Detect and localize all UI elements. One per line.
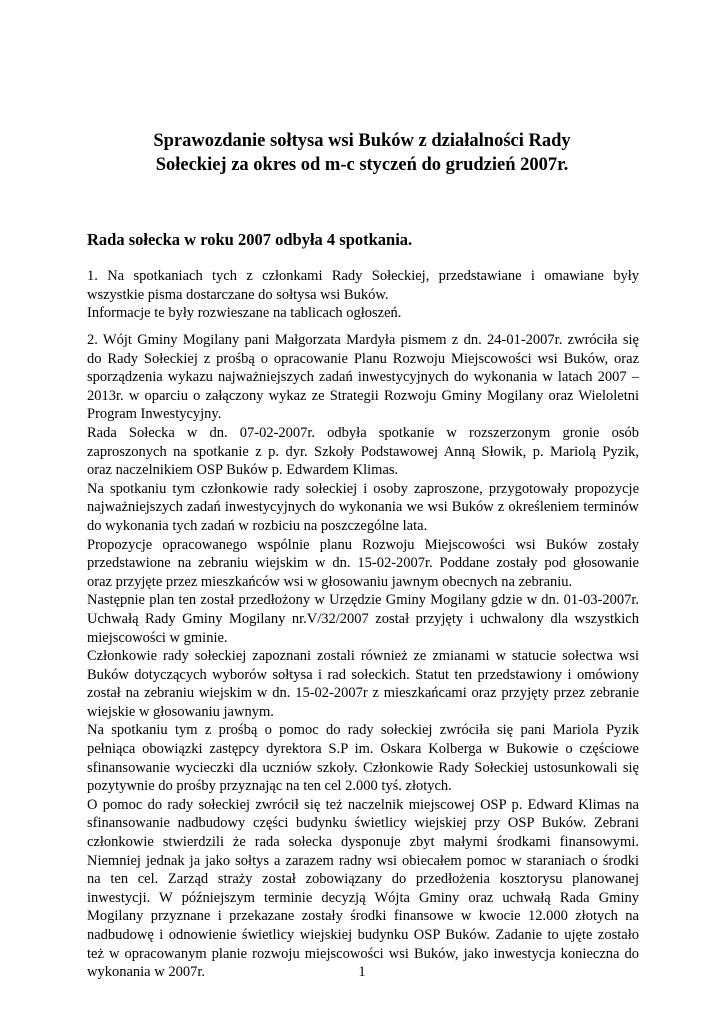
text-line: przedstawione na zebraniu wiejskim w dn. 15-02-2007r. Poddane zostały pod głosowanie (87, 555, 639, 572)
text-line: Uchwałą Rady Gminy Mogilany nr.V/32/2007 został przyjęty i uchwalony dla wszystkich (87, 610, 639, 627)
text-line: sfinansowanie wycieczki dla uczniów szkoły. Członkowie Rady Sołeckiej ustosunkowali się (87, 759, 639, 776)
text-line: Na spotkaniu tym członkowie rady sołeckiej i osoby zaproszone, przygotowały propozycje (87, 480, 639, 497)
text-line: pozytywnie do prośby przyznając na ten cel 2.000 tyś. złotych. (87, 778, 452, 795)
text-line: do Rady Sołeckiej z prośbą o opracowanie Planu Rozwoju Miejscowości wsi Buków, oraz (87, 350, 639, 367)
text-line: miejscowości w gminie. (87, 629, 228, 646)
text-line: na ten cel. Zarząd straży został zobowiązany do przedłożenia kosztorysu planowanej (87, 871, 639, 888)
text-line: najważniejszych zadań inwestycyjnych do wykonania we wsi Buków z określeniem terminów (87, 499, 639, 516)
text-line: Buków dotyczących wyborów sołtysa i rad sołeckich. Statut ten przedstawiony i omówiony (87, 666, 639, 683)
text-line: nadbudowę i odnowienie świetlicy wiejskiej budynku OSP Buków. Zadanie to ujęte zostało (87, 927, 639, 943)
text-line: wykonania w 2007r. (87, 964, 205, 981)
text-line: zaproszonych na spotkanie z p. dyr. Szkoły Podstawowej Anną Słowik, p. Mariolą Pyzik, (87, 443, 639, 460)
text-line: pełniąca obowiązki zastępcy dyrektora S.P im. Oskara Kolberga w Bukowie o częściowe (87, 741, 639, 758)
text-line: Mogilany przyznane i przekazane zostały środki finansowe w kwocie 12.000 złotych na (87, 908, 639, 925)
text-line: został na zebraniu wiejskim w dn. 15-02-2007r z mieszkańcami oraz przyjęty przez zebranie (87, 685, 639, 702)
text-line: 2013r. w oparciu o załączony wykaz ze Strategii Rozwoju Gminy Mogilany oraz Wieloletni (87, 387, 639, 404)
text-line: wszystkie pisma dostarczane do sołtysa wsi Buków. (87, 286, 389, 303)
text-line: Członkowie rady sołeckiej zapoznani zostali również ze zmianami w statucie sołectwa wsi (87, 648, 639, 665)
text-line: Informacje te były rozwieszane na tablicach ogłoszeń. (87, 305, 402, 322)
paragraph-2 (87, 331, 639, 982)
text-line: wiejskie w głosowaniu jawnym. (87, 703, 274, 720)
text-line: Następnie plan ten został przedłożony w Urzędzie Gminy Mogilany gdzie w dn. 01-03-2007r. (87, 592, 639, 609)
text-line: członkowie stwierdzili że rada sołecka dysponuje zbyt małymi środkami finansowymi. (87, 834, 639, 851)
text-line: O pomoc do rady sołeckiej zwrócił się też naczelnik miejscowej OSP p. Edward Klimas na (87, 796, 639, 813)
text-line: oraz przyjęte przez mieszkańców wsi w głosowaniu jawnym obecnych na zebraniu. (87, 573, 573, 590)
text-line: 1. Na spotkaniach tych z członkami Rady Sołeckiej, przedstawiane i omawiane były (87, 268, 639, 284)
page-number: 1 (358, 964, 366, 980)
text-line: Niemniej jednak ja jako sołtys a zarazem radny wsi obiecałem pomoc w staraniach o środki (87, 852, 639, 869)
text-line: do wykonania tych zadań w rozbiciu na poszczególne lata. (87, 517, 428, 534)
title-line: Sołeckiej za okres od m-c styczeń do grudzień 2007r. (155, 155, 569, 175)
text-line: też w opracowanym planie rozwoju miejscowości wsi Buków, jako inwestycja konieczna do (87, 945, 639, 962)
text-line: Propozycje opracowanego wspólnie planu Rozwoju Miejscowości wsi Buków zostały (87, 536, 639, 553)
section-heading: Rada sołecka w roku 2007 odbyła 4 spotkania. (87, 230, 413, 249)
text-line: sfinansowanie nadbudowy części budynku świetlicy wiejskiej przy OSP Buków. Zebrani (87, 815, 639, 832)
text-line: sporządzenia wykazu najważniejszych zadań inwestycyjnych do wykonania w latach 2007 – (87, 369, 639, 386)
text-line: Rada Sołecka w dn. 07-02-2007r. odbyła spotkanie w rozszerzonym gronie osób (87, 424, 639, 441)
text-line: Program Inwestycyjny. (87, 406, 222, 423)
text-line: Na spotkaniu tym z prośbą o pomoc do rady sołeckiej zwróciła się pani Mariola Pyzik (87, 722, 639, 739)
text-line: inwestycji. W późniejszym terminie decyzją Wójta Gminy oraz uchwałą Rada Gminy (87, 889, 639, 906)
text-line: oraz naczelnikiem OSP Buków p. Edwardem Klimas. (87, 462, 399, 479)
title-line: Sprawozdanie sołtysa wsi Buków z działalności Rady (153, 131, 571, 151)
text-line: 2. Wójt Gminy Mogilany pani Małgorzata Mardyła pismem z dn. 24-01-2007r. zwróciła się (87, 332, 639, 348)
document-title (90, 129, 634, 177)
paragraph-1 (87, 267, 639, 323)
